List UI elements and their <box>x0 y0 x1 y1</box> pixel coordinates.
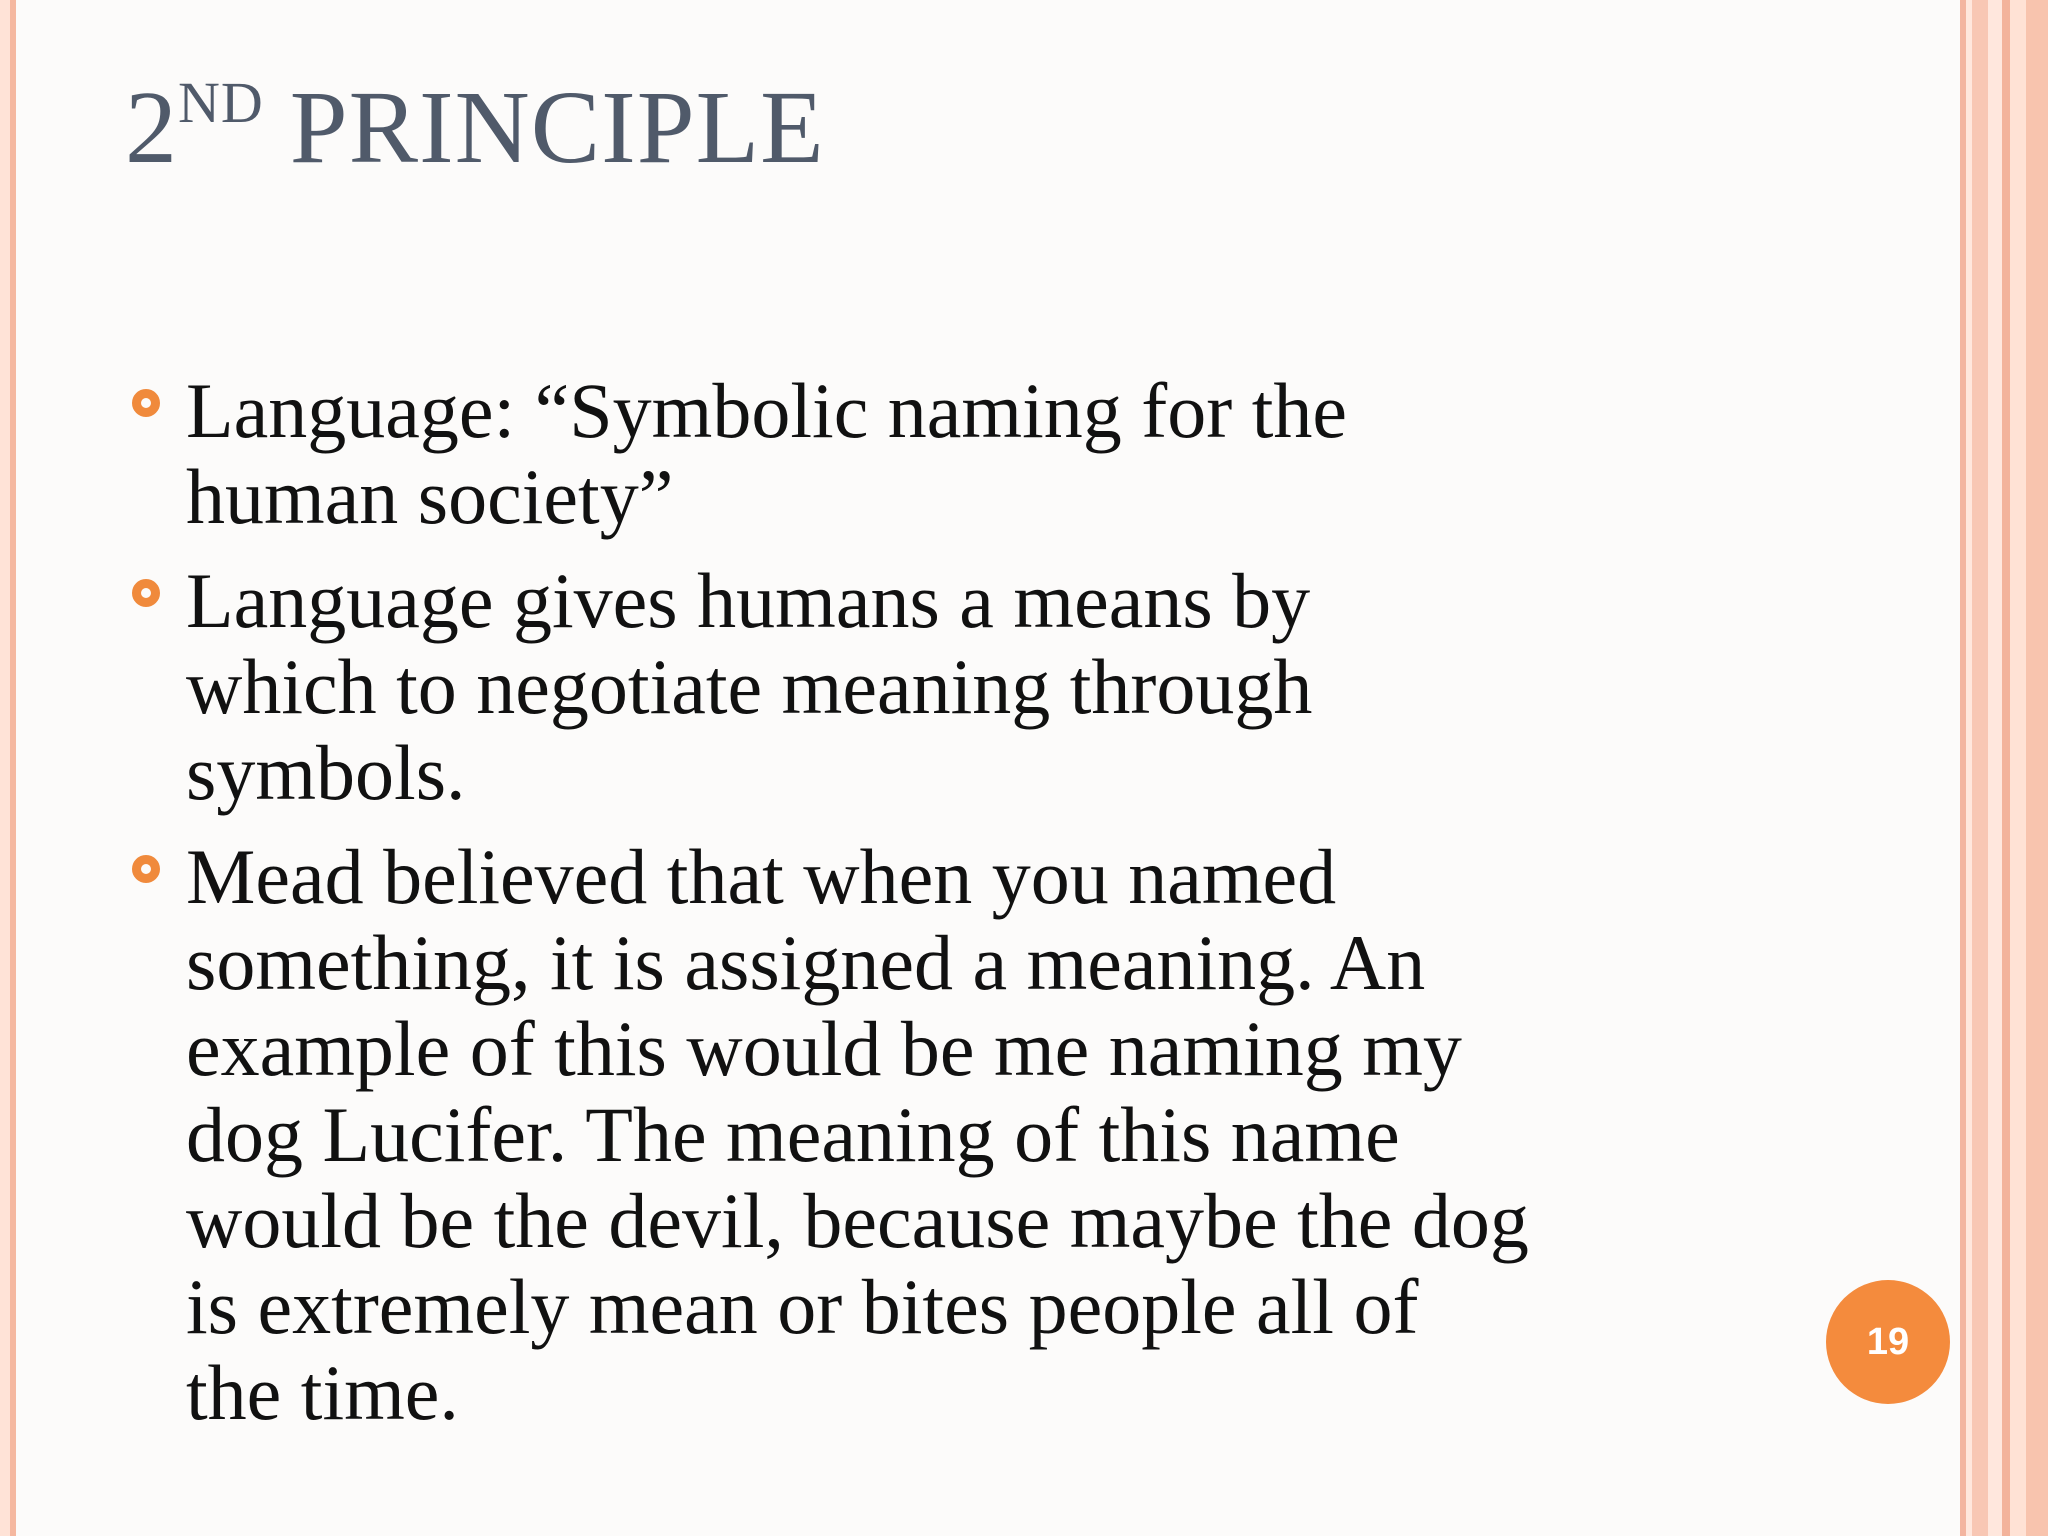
bullet-line: the time. <box>186 1349 459 1436</box>
title-superscript: ND <box>178 70 264 135</box>
bullet-item-language-meaning <box>186 558 1806 816</box>
bullet-line: human society” <box>186 453 674 540</box>
right-border-stripe-7 <box>2026 0 2048 1536</box>
bullet-line: symbols. <box>186 729 466 816</box>
orange-ring-bullet-icon <box>132 389 160 417</box>
right-border-stripe-4 <box>1988 0 2002 1536</box>
bullet-line: example of this would be me naming my <box>186 1005 1462 1092</box>
bullet-list <box>186 368 1806 1454</box>
bullet-line: is extremely mean or bites people all of <box>186 1263 1419 1350</box>
left-border-stripe <box>0 0 10 1536</box>
title-number: 2 <box>125 70 178 185</box>
right-border-stripe-6 <box>2010 0 2026 1536</box>
slide-title <box>125 58 825 213</box>
bullet-line: something, it is assigned a meaning. An <box>186 919 1426 1006</box>
bullet-item-mead-example <box>186 834 1806 1436</box>
bullet-line: dog Lucifer. The meaning of this name <box>186 1091 1400 1178</box>
orange-ring-bullet-icon <box>132 855 160 883</box>
title-word: PRINCIPLE <box>289 70 825 185</box>
bullet-line: Mead believed that when you named <box>186 833 1337 920</box>
bullet-line: Language gives humans a means by <box>186 557 1311 644</box>
slide-page-number: 19 <box>1826 1280 1950 1404</box>
bullet-line: Language: “Symbolic naming for the <box>186 367 1348 454</box>
bullet-line: would be the devil, because maybe the dog <box>186 1177 1529 1264</box>
right-border-stripe-5 <box>2002 0 2010 1536</box>
right-border-stripe-3 <box>1972 0 1988 1536</box>
orange-ring-bullet-icon <box>132 579 160 607</box>
bullet-line: which to negotiate meaning through <box>186 643 1313 730</box>
bullet-item-language-definition <box>186 368 1806 540</box>
left-border-stripe-inner <box>10 0 16 1536</box>
